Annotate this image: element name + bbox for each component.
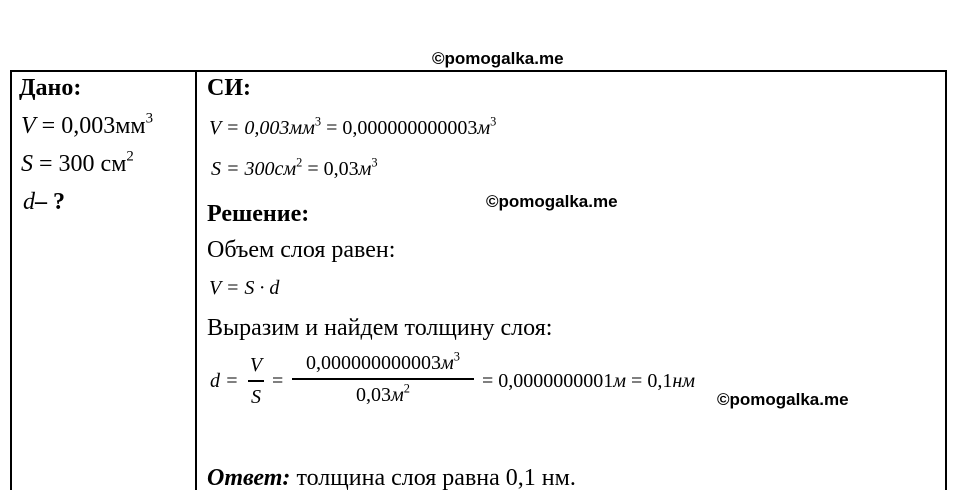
given-heading: Дано: xyxy=(19,75,82,101)
fraction-v-over-s: V S xyxy=(249,354,263,408)
column-divider xyxy=(195,70,197,490)
watermark: ©pomogalka.me xyxy=(432,49,564,68)
solution-text-thickness: Выразим и найдем толщину слоя: xyxy=(207,315,553,341)
formula-volume: V = S · d xyxy=(209,277,280,299)
equals-sign: = xyxy=(272,370,284,392)
given-area: S = 300 $см^2$ xyxy=(21,148,134,177)
watermark: ©pomogalka.me xyxy=(486,192,618,211)
given-volume: $V = 0,003мм^3$ xyxy=(21,110,154,139)
formula-d-lhs: d = xyxy=(210,370,239,392)
fraction-numeric: $0,000000000003м^3$ $0,03м^2$ xyxy=(292,353,474,405)
given-unknown: d– ? xyxy=(23,189,65,215)
si-area-conversion: $S = 300см^2 = 0,03м^3$ xyxy=(211,155,378,180)
si-heading: СИ: xyxy=(207,75,251,101)
watermark: ©pomogalka.me xyxy=(717,390,849,409)
solution-text-volume: Объем слоя равен: xyxy=(207,237,396,263)
solution-heading: Решение: xyxy=(207,201,310,227)
si-volume-conversion: $V = 0,003мм^3 = 0,000000000003м^3$ xyxy=(209,114,497,139)
answer: Ответ: толщина слоя равна 0,1 нм. xyxy=(207,465,576,491)
formula-result: = 0,0000000001м = 0,1нм xyxy=(482,370,696,392)
